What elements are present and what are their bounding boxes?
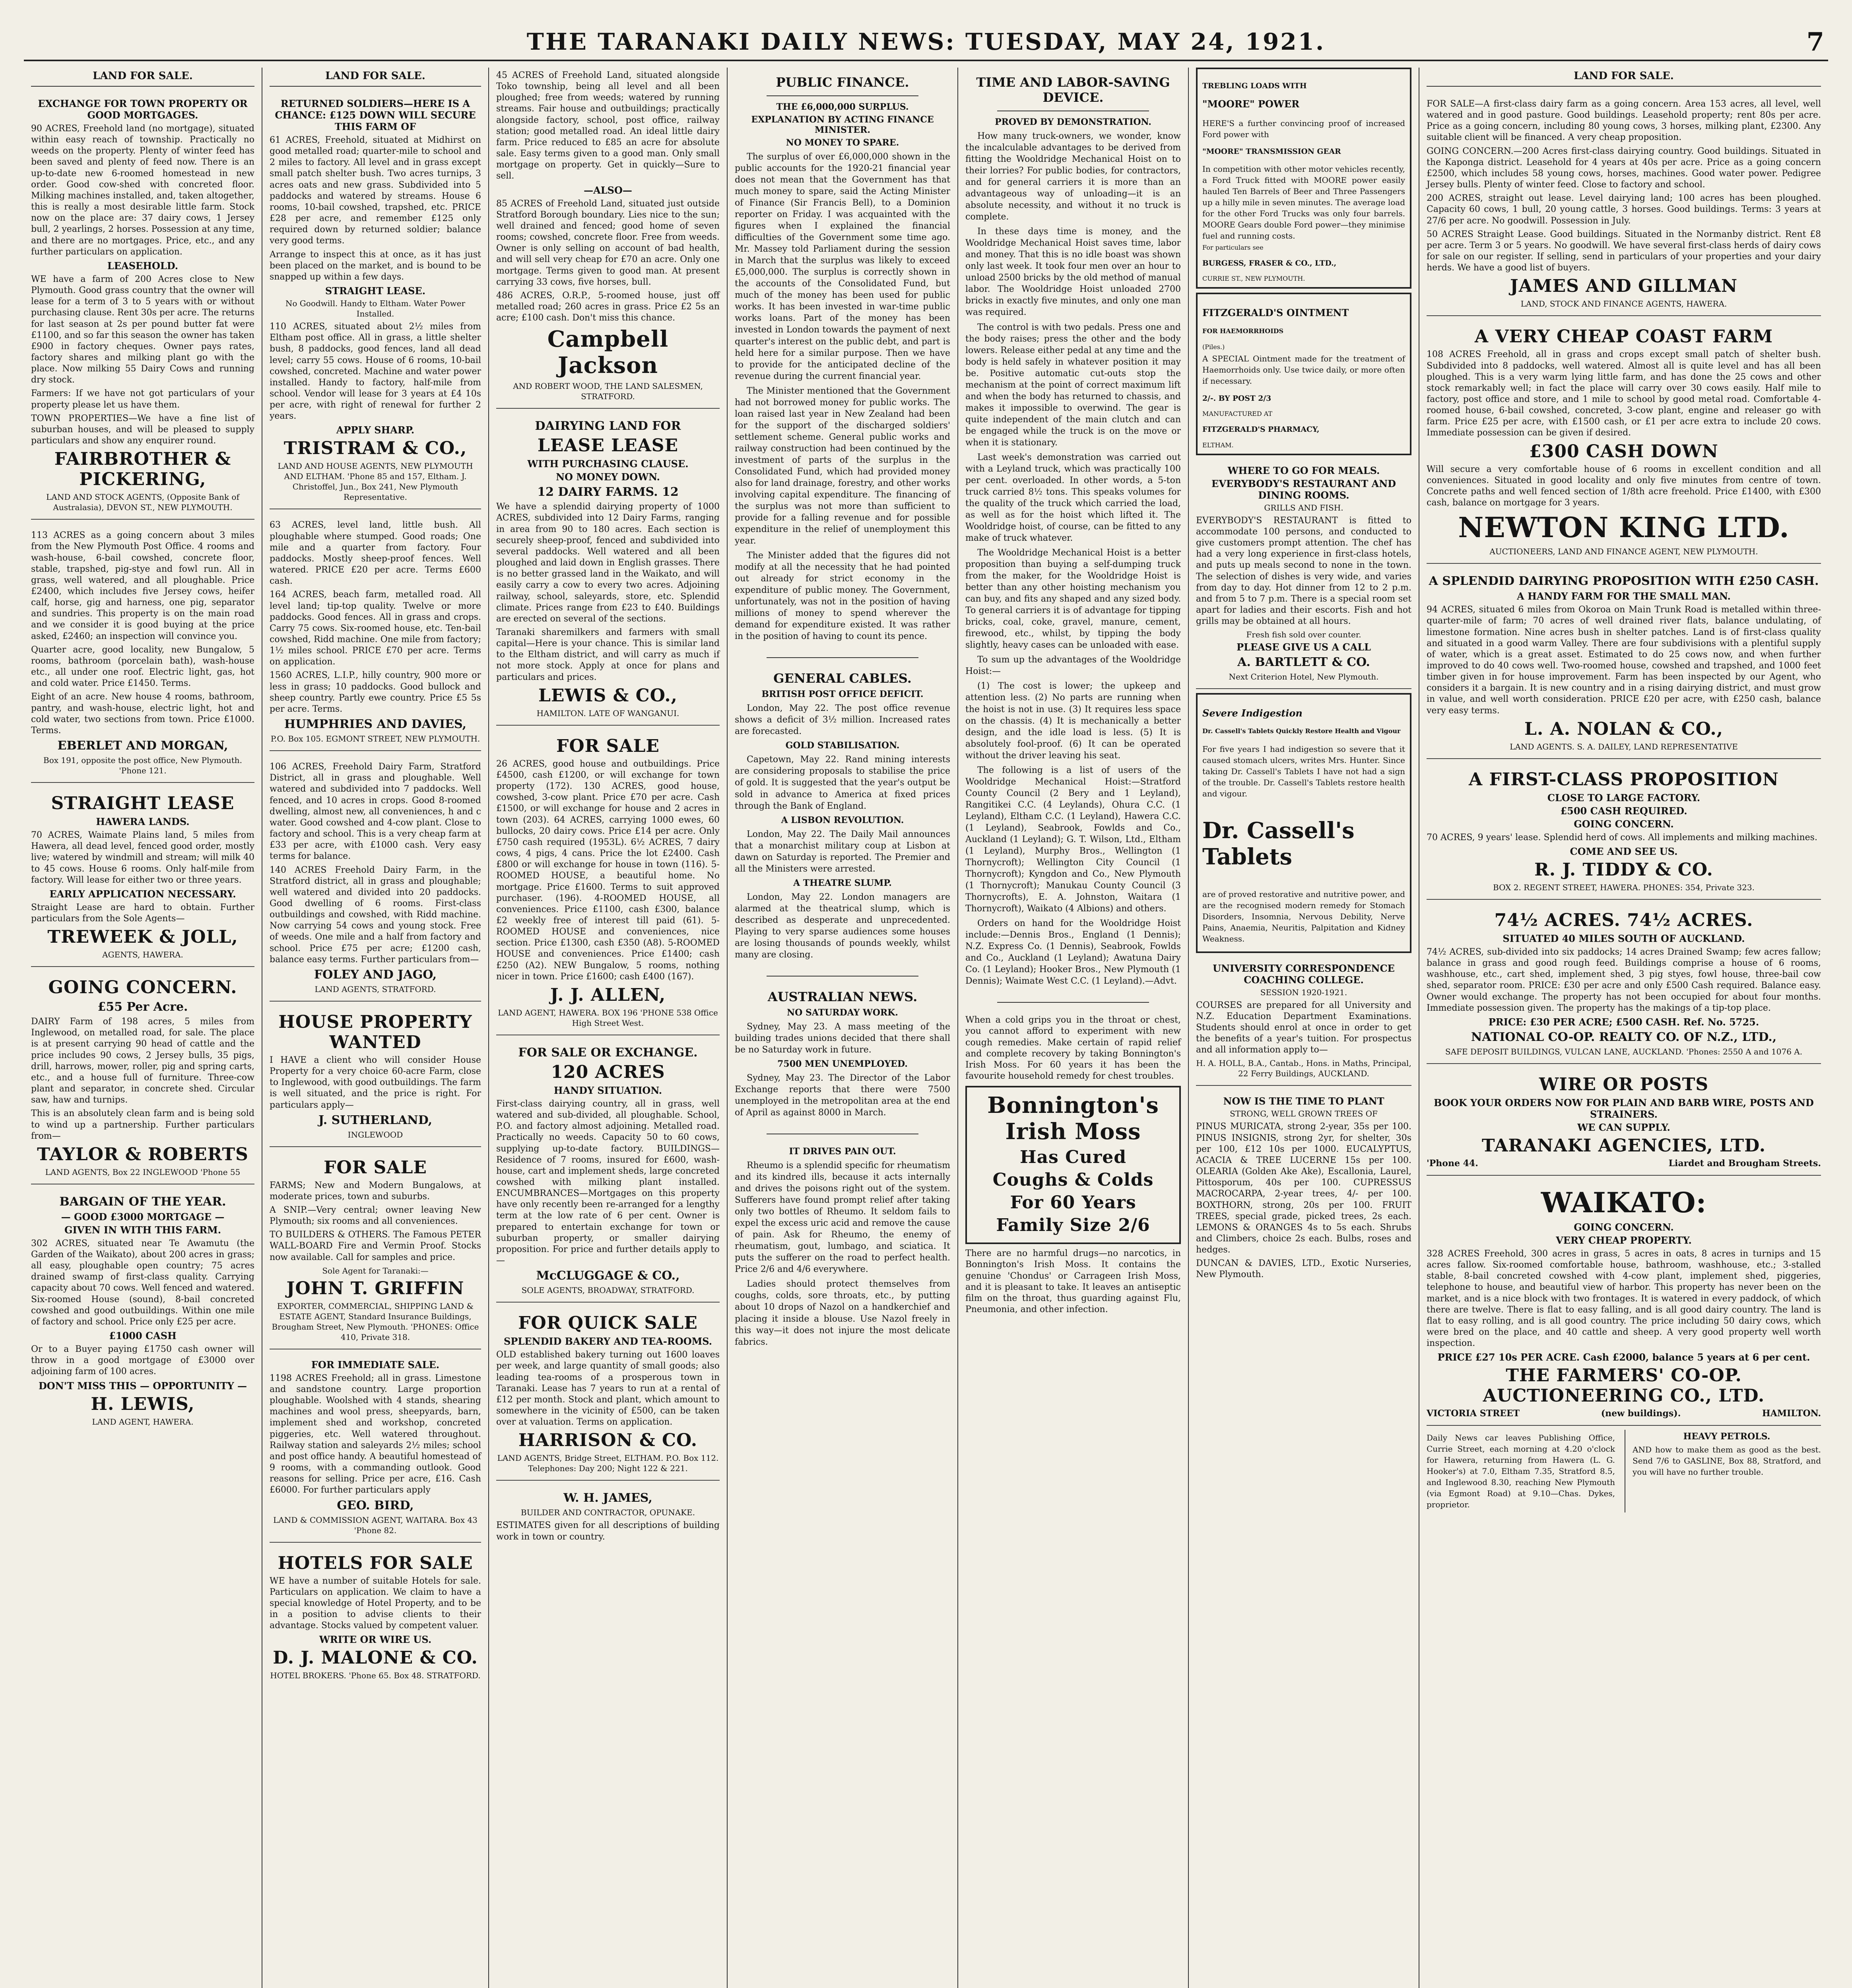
column-7 [1419, 68, 1828, 1988]
ad-title: FOR SALE OR EXCHANGE. [518, 1045, 698, 1060]
agent-phone: 'Phone 44. [1427, 1158, 1478, 1169]
article-paragraph: (1) The cost is lower; the upkeep and attention less. (2) No parts are running when the hoist is not in use. (3) It requires less space on the chassis. (4) It is mechanically a better design, and the idle load is less. (5) It is absolutely fool-proof. (6) It can be operated without the driver leaving his seat. [965, 681, 1181, 761]
ad-tiddy [1427, 763, 1821, 900]
ad-text: TOWN PROPERTIES—We have a fine list of suburban houses, and will be pleased to supply particulars and show any enquirer round. [31, 413, 254, 446]
ad-113-acres [31, 524, 254, 783]
agent-building: (new buildings). [1601, 1408, 1681, 1419]
agent-town: HAMILTON. [1762, 1408, 1821, 1419]
ad-text: DUNCAN & DAVIES, LTD., Exotic Nurseries, New Plymouth. [1196, 1258, 1411, 1280]
article-paragraph: London, May 22. London managers are alarmed at the theatrical slump, which is described as desperate and unprecedented. Playing to very sparse audiences some houses are losing thousands of pounds weekly, whilst many are closing. [735, 892, 950, 960]
ad-text: 140 ACRES Freehold Dairy Farm, in the Stratford district, all in grass and ploughable; well watered and divided into 20 paddocks. Good dwelling of 6 rooms. First-class outbuildings and cowshed, with Ridd machine. Now carrying 54 cows and young stock. Free of weeds. One mile and a half from factory and school. Price £75 per acre; £1200 cash, balance easy terms. Further particulars from— [270, 865, 481, 965]
ad-note: Sole Agent for Taranaki:— [322, 1266, 429, 1276]
agent-address: CURRIE ST., NEW PLYMOUTH. [1202, 275, 1305, 283]
article-title: TIME AND LABOR-SAVING DEVICE. [976, 75, 1170, 105]
article-paragraph: Sydney, May 23. The Director of the Labor Exchange reports that there were 7500 unemployed in the metropolitan area at the end of April as against 8000 in March. [735, 1073, 950, 1118]
ad-line: For 60 Years [1010, 1192, 1136, 1213]
brand-name: Bonnington's [987, 1092, 1159, 1119]
ad-text: 106 ACRES, Freehold Dairy Farm, Stratford District, all in grass and ploughable. Well watered and subdivided into 7 paddocks. Well fenced, and 10 acres in crops. Good 8-roomed dwelling, almost new, all conveniences, h and c water. Good cowshed and 4-cow plant. Close to factory and school. This is a very cheap farm at £33 per acre, with £1000 cash. Very easy terms for balance. [270, 762, 481, 862]
agent-address: LAND AND STOCK AGENTS, (Opposite Bank of Australasia), DEVON ST., NEW PLYMOUTH. [46, 492, 239, 513]
ad-title: STRAIGHT LEASE [51, 793, 235, 814]
ad-text: COURSES are prepared for all University and N.Z. Education Department Examinations. Students should enrol at once in order to get the benefits of a year's tuition. For prospectus and all information apply to— [1196, 1000, 1411, 1055]
ad-subtitle: STRONG, WELL GROWN TREES OF [1230, 1109, 1378, 1119]
ad-subtitle: HAWERA LANDS. [96, 816, 190, 828]
ad-house-property [270, 1006, 481, 1147]
ad-text: There are no harmful drugs—no narcotics, in Bonnington's Irish Moss. It contains the genuine 'Chondus' or Carrageen Irish Moss, and it is pleasant to take. It leaves an antiseptic film on the throat, thus guarding against Flu, Pneumonia, and other infection. [965, 1248, 1181, 1314]
ad-title: FOR IMMEDIATE SALE. [311, 1359, 440, 1371]
ad-title: A SPLENDID DAIRYING PROPOSITION WITH £250 CASH. [1429, 574, 1819, 588]
article-subhead: 7500 MEN UNEMPLOYED. [777, 1058, 908, 1069]
column-header: LAND FOR SALE. [31, 68, 254, 87]
column-header: LAND FOR SALE. [1427, 68, 1821, 87]
ad-text: Will secure a very comfortable house of 6 rooms in excellent condition and all conveniences. Situated in good locality and only five minutes from centre of town. Concrete paths and well fenced section of 1/8th acre freehold. Price £1400, with £300 cash, balance on mortgage for 3 years. [1427, 464, 1821, 508]
ad-college [1196, 957, 1411, 1086]
ad-text: Taranaki sharemilkers and farmers with small capital—Here is your chance. This is similar land to the Eltham district, and will carry as much if not more stock. Apply at once for plans and particulars and prices. [496, 627, 720, 682]
ad-nolan [1427, 568, 1821, 759]
article-paragraph: The Minister mentioned that the Government had not borrowed money for public works. The loan raised last year in New Zealand had been for the support of the discharged soldiers' settlement scheme. General public works and railway construction had been continued by the investment of parts of the surplus in the Consolidated Fund, which had provided money also for land drainage, forestry, and other works involving capital expenditure. The financing of the surplus was not more than sufficient to provide for a falling revenue and for possible expenditure in the relief of unemployment this year. [735, 386, 950, 546]
agent-name: McCLUGGAGE & CO., [536, 1269, 680, 1283]
ad-title: FITZGERALD'S OINTMENT [1202, 307, 1349, 319]
article-subhead: GOLD STABILISATION. [785, 740, 900, 751]
ad-title: WHERE TO GO FOR MEALS. [1227, 464, 1380, 476]
ad-74-acres [1427, 904, 1821, 1064]
ad-cassell [1196, 693, 1411, 953]
column-4 [728, 68, 958, 1988]
ad-subtitle: No Goodwill. Handy to Eltham. Water Power Installed. [285, 299, 466, 319]
ad-title: WAIKATO: [1541, 1186, 1707, 1219]
agent-address: LAND AGENT, HAWERA. [92, 1417, 194, 1427]
agent-address: HAMILTON. LATE OF WANGANUI. [536, 708, 679, 718]
agent-address: Liardet and Brougham Streets. [1668, 1158, 1821, 1169]
ad-note: For particulars see [1202, 243, 1264, 251]
agent-address: Box 191, opposite the post office, New Plymouth. 'Phone 121. [43, 755, 242, 776]
article-paragraph: Last week's demonstration was carried out with a Leyland truck, which was practically 100 per cent. overloaded. In other words, a 5-ton truck carried 8½ tons. This speaks volumes for the quality of the truck which carried the load, as well as for the hoist which lifted it. The Wooldridge hoist, of course, can be fitted to any make of truck whatever. [965, 452, 1181, 544]
ad-subtitle: DON'T MISS THIS — OPPORTUNITY — [38, 1380, 247, 1392]
ad-text: TO BUILDERS & OTHERS. The Famous PETER WALL-BOARD Fire and Vermin Proof. Stocks now available. Call for samples and price. [270, 1230, 481, 1262]
ad-text: 486 ACRES, O.R.P., 5-roomed house, just off metalled road; 260 acres in grass. Price £2 5s an acre; £100 cash. Don't miss this chance. [496, 290, 720, 323]
ad-builder [496, 1485, 720, 1551]
ad-subtitle: FOR HAEMORRHOIDS [1202, 327, 1284, 335]
ad-title: TREBLING LOADS WITH [1202, 81, 1307, 90]
agent-address: LAND AND HOUSE AGENTS, NEW PLYMOUTH AND ELTHAM. 'Phone 85 and 157, Eltham. J. Christoffel, Jun., Box 241, New Plymouth Representative. [278, 461, 473, 502]
ad-text: ESTIMATES given for all descriptions of building work in town or country. [496, 1520, 720, 1542]
ad-price: PRICE: £30 PER ACRE; £500 CASH. Ref. No. 5725. [1488, 1016, 1759, 1028]
ad-title: A VERY CHEAP COAST FARM [1474, 326, 1773, 347]
ad-title: UNIVERSITY CORRESPONDENCE COACHING COLLEGE. [1213, 962, 1395, 986]
ad-subtitle: 12 DAIRY FARMS. 12 [537, 485, 679, 499]
agent-address: EXPORTER, COMMERCIAL, SHIPPING LAND & ESTATE AGENT, Standard Insurance Buildings, Brougham Street, New Plymouth. 'PHONES: Office 410, Private 318. [272, 1301, 479, 1342]
ad-text: 50 ACRES Straight Lease. Good buildings. Situated in the Normanby district. Rent £8 per acre. Term 3 or 5 years. No goodwill. We have several first-class herds of dairy cows for sale on our register. If selling, send in particulars of your properties and your dairy herds. We have a good list of buyers. [1427, 229, 1821, 273]
ad-for-sale-allen [496, 730, 720, 1035]
agent-name: THE FARMERS' CO-OP. AUCTIONEERING CO., LTD. [1483, 1365, 1765, 1406]
ad-subtitle: SITUATED 40 MILES SOUTH OF AUCKLAND. [1503, 932, 1745, 944]
agent-address: LAND AGENTS, Box 22 INGLEWOOD 'Phone 55 [45, 1167, 241, 1177]
ad-text: DAIRY Farm of 198 acres, 5 miles from Inglewood, on metalled road, for sale. The place is at present carrying 90 head of cattle and the price includes 90 cows, 2 Jersey bulls, 35 pigs, drill, harrows, mower, roller, pig and spring carts, etc., and a house full of furniture. Three-cow plant and separator, in concrete shed. Circular saw, haw and turnips. [31, 1017, 254, 1105]
ad-coast-farm [1427, 320, 1821, 564]
column-6 [1189, 68, 1419, 1988]
bottom-notices [1427, 1430, 1821, 1512]
agent-name: J. SUTHERLAND, [318, 1113, 433, 1127]
ad-immediate-sale [270, 1353, 481, 1543]
agent-contact [1427, 1158, 1821, 1169]
ad-note: Fresh fish sold over counter. [1246, 630, 1361, 640]
irish-moss-box [965, 1086, 1181, 1244]
ad-text: OLD established bakery turning out 1600 loaves per week, and large quantity of small goods; also leading tea-rooms of a prosperous town in Taranaki. Lease has 7 years to run at a rental of £12 per month. Stock and plant, which amount to somewhere in the vicinity of £500, can be taken over at valuation. Terms on application. [496, 1350, 720, 1427]
ad-text: 108 ACRES Freehold, all in grass and crops except small patch of shelter bush. Subdivided into 8 paddocks, well watered. Almost all is quite level and has all been ploughed. This is a very warm lying little farm, and has done the 25 cows and other stock remarkably well; in fact the place will carry over 30 cows easily. Half mile to factory, post office and store, and 1 mile to school by good metal road. Comfortable 4-roomed house, 6-bail cowshed, concreted, 3-cow plant, engine and releaser go with farm. Price £25 per acre, with £1500 cash, or £1 per acre extra to include 20 cows. Immediate possession can be given if desired. [1427, 349, 1821, 438]
ad-hotels [270, 1547, 481, 1687]
article-subhead: A THEATRE SLUMP. [793, 878, 892, 888]
ad-text: Eight of an acre. New house 4 rooms, bathroom, pantry, and wash-house, electric light, hot and cold water, two sections from town. Price £1000. Terms. [31, 692, 254, 736]
ad-line: Coughs & Colds [992, 1170, 1154, 1190]
divider [767, 976, 918, 977]
ad-title: DAIRYING LAND FOR [535, 419, 681, 433]
ad-text: 200 ACRES, straight out lease. Level dairying land; 100 acres has been ploughed. Capacity 60 cows, 1 bull, 20 young cattle, 3 horses. Good buildings. Terms: 3 years at 27/6 per acre. No goodwill. Possession in July. [1427, 193, 1821, 226]
ad-text: 1560 ACRES, L.I.P., hilly country, 900 more or less in grass; 10 paddocks. Good bullock and sheep country. Partly ewe country. Price £5 5s per acre. Terms. [270, 670, 481, 714]
ad-waikato [1427, 1180, 1821, 1426]
agent-name: LEWIS & CO., [538, 685, 678, 706]
ad-quick-sale [496, 1307, 720, 1481]
agent-name: HUMPHRIES AND DAVIES, [284, 717, 467, 732]
agent-name: HARRISON & CO. [518, 1430, 698, 1451]
article-paragraph: In these days time is money, and the Wooldridge Mechanical Hoist saves time, labor and money. That this is no idle boast was shown only last week. It took four men over an hour to unload 2500 bricks by the old method of manual labor. The Wooldridge Hoist unloaded 2700 bricks in exactly five minutes, and only one man was required. [965, 227, 1181, 318]
agent-name: FAIRBROTHER & PICKERING, [54, 449, 231, 490]
ad-text: PINUS MURICATA, strong 2-year, 35s per 100. PINUS INSIGNIS, strong 2yr, for shelter, 30s per 100, £12 10s per 1000. EUCALYPTUS, ACACIA & TREE LUCERNE 15s per 100. OLEARIA (Golden Ake Ake), Escallonia, Laurel, Pittosporum, 40s per 100. CUPRESSUS MACROCARPA, 2-year trees, 4/- per 100. BOXTHORN, strong, 20s per 100. FRUIT TREES, special grade, picked trees, 2s each. LEMONS & ORANGES 4s to 5s each. Shrubs and Climbers, choice 2s each. Bulbs, roses and hedges. [1196, 1122, 1411, 1255]
ad-text: When a cold grips you in the throat or chest, you cannot afford to experiment with new cough remedies. Make certain of rapid relief and complete recovery by taking Bonnington's Irish Moss. For 60 years it has been the favourite household remedy for chest troubles. [965, 1015, 1181, 1081]
ad-title: Severe Indigestion [1202, 707, 1303, 719]
ad-title: 74½ ACRES. 74½ ACRES. [1494, 910, 1753, 930]
agent-address: AND ROBERT WOOD, THE LAND SALESMEN, STRATFORD. [513, 381, 703, 402]
article-paragraph: The Minister added that the figures did not modify at all the necessity that he had pointed out already for strict economy in the expenditure of public money. The Government, unfortunately, was not in the position of having millions of money to spend wherever the demand for expenditure existed. It was rather in the position of having to count its pence. [735, 551, 950, 642]
agent-contact [1427, 1408, 1821, 1419]
ad-wire-posts [1427, 1068, 1821, 1176]
ad-subtitle: STRAIGHT LEASE. [325, 285, 426, 297]
article-paragraph: To sum up the advantages of the Wooldridge Hoist:— [965, 655, 1181, 677]
ad-subtitle: GOING CONCERN. [1574, 1221, 1674, 1233]
ad-text: EVERYBODY'S RESTAURANT is fitted to accommodate 100 persons, and conducted to give customers prompt attention. The chef has had a very long experience in first-class hotels, and puts up meals second to none in the town. The selection of dishes is very wide, and varies from day to day. Hot dinner from 12 to 2 p.m. and from 5 to 7 p.m. There is a special room set apart for ladies and their escorts. Fish and hot grills may be obtained at all hours. [1196, 515, 1411, 627]
column-3 [489, 68, 728, 1988]
article-paragraph: Sydney, May 23. A mass meeting of the building trades unions decided that there shall be no Saturday work in future. [735, 1021, 950, 1055]
ad-subtitle: £500 CASH REQUIRED. [1560, 805, 1687, 817]
ad-text: WE have a number of suitable Hotels for sale. Particulars on application. We claim to have a special knowledge of Hotel Property, and to be in a position to advise clients to their advantage. Stocks valued by competent valuer. [270, 1576, 481, 1631]
ad-text: Arrange to inspect this at once, as it has just been placed on the market, and is bound to be snapped up within a few days. [270, 249, 481, 282]
ad-title: A FIRST-CLASS PROPOSITION [1469, 769, 1779, 790]
ad-text: HERE'S a further convincing proof of increased Ford power with [1202, 118, 1405, 139]
agent-name: TAYLOR & ROBERTS [37, 1144, 248, 1165]
ad-text: I HAVE a client who will consider House Property for a very choice 60-acre Farm, close to Inglewood, with good outbuildings. The farm is well situated, and the price is right. For particulars apply— [270, 1055, 481, 1110]
article-subhead: THE £6,000,000 SURPLUS. [776, 102, 909, 112]
ad-irish-moss [965, 1008, 1181, 1324]
agent-address: LAND AGENTS, Bridge Street, ELTHAM. P.O. Box 112. Telephones: Day 200; Night 122 & 221. [497, 1453, 719, 1474]
ad-exchange [31, 92, 254, 520]
columns [24, 68, 1828, 1988]
ad-text: 113 ACRES as a going concern about 3 miles from the New Plymouth Post Office. 4 rooms and wash-house, 6-bail cowshed, concrete floor, stable, trapshed, pig-stye and fowl run. All in grass, well watered, and all ploughable. Price £2400, which includes five Jersey cows, heifer calf, horse, gig and harness, one pig, separator and sundries. This property is on the main road and we consider it is good buying at the price asked, £2460; an inspection will convince you. [31, 530, 254, 641]
article-title: AUSTRALIAN NEWS. [767, 989, 918, 1004]
article-paragraph: Ladies should protect themselves from coughs, colds, sore throats, etc., by putting about 10 drops of Nazol on a handkerchief and placing it inside a blouse. Use Nazol freely in this way—it does not injure the most delicate fabrics. [735, 1279, 950, 1347]
ad-subtitle: "MOORE" TRANSMISSION GEAR [1202, 147, 1341, 156]
article-title: PUBLIC FINANCE. [776, 75, 909, 90]
ad-subtitle: £1000 CASH [109, 1330, 177, 1342]
ad-text: A SPECIAL Ointment made for the treatment of Haemorrhoids only. Use twice daily, or more often if necessary. [1202, 353, 1405, 386]
ad-line: Has Cured [1019, 1147, 1127, 1168]
ad-subtitle: Dr. Cassell's Tablets Quickly Restore Health and Vigour [1202, 727, 1401, 735]
article-subhead: BRITISH POST OFFICE DEFICIT. [761, 689, 924, 700]
article-paragraph: London, May 22. The Daily Mail announces that a monarchist military coup at Lisbon at dawn on Saturday is reported. The Premier and all the Ministers were arrested. [735, 829, 950, 874]
ad-text: Or to a Buyer paying £1750 cash owner will throw in a good mortgage of £3000 over adjoining farm of 100 acres. [31, 1344, 254, 1377]
ad-james-gillman [1427, 92, 1821, 316]
divider [997, 1002, 1149, 1003]
ad-text: 70 ACRES, 9 years' lease. Splendid herd of cows. All implements and milking machines. [1427, 832, 1817, 843]
ad-price: PRICE £27 10s PER ACRE. Cash £2000, balance 5 years at 6 per cent. [1437, 1351, 1810, 1363]
ad-trees [1196, 1090, 1411, 1289]
ad-title: RETURNED SOLDIERS—HERE IS A CHANCE: £125 DOWN WILL SECURE THIS FARM OF [275, 98, 476, 132]
column-header: LAND FOR SALE. [270, 68, 481, 87]
ad-subtitle: A HANDY FARM FOR THE SMALL MAN. [1517, 590, 1731, 602]
ad-subtitle: (Piles.) [1202, 343, 1225, 351]
article-title: GENERAL CABLES. [773, 671, 912, 686]
ad-text: WE have a farm of 200 Acres close to New Plymouth. Good grass country that the owner will lease for a term of 3 to 5 years with or without purchasing clause. Rent 30s per acre. The returns for last season at 2s per pound butter fat were £1100, and so far this season the owner has taken £900 in factory cheques. Owner pays rates, factory shares and milking plant go with the place. Now milking 55 Dairy Cows and running dry stock. [31, 274, 254, 385]
page-number: 7 [1806, 27, 1824, 57]
agent-address: AGENTS, HAWERA. [102, 950, 183, 960]
ad-subtitle: GOING CONCERN. [1574, 818, 1674, 830]
column-1 [24, 68, 262, 1988]
ad-price: 2/-. BY POST 2/3 [1202, 394, 1272, 403]
agent-name: TARANAKI AGENCIES, LTD. [1481, 1135, 1766, 1156]
ad-subtitle: BOOK YOUR ORDERS NOW FOR PLAIN AND BARB WIRE, POSTS AND STRAINERS. [1434, 1097, 1814, 1120]
ad-fitzgerald [1196, 293, 1411, 455]
ad-subtitle: EARLY APPLICATION NECESSARY. [49, 888, 236, 900]
notice-text: AND how to make them as good as the best. Send 7/6 to GASLINE, Box 88, Stratford, and you will have no further trouble. [1633, 1445, 1821, 1477]
ad-restaurant [1196, 459, 1411, 689]
agent-name: R. J. TIDDY & CO. [1534, 859, 1713, 880]
ad-straight-lease [31, 787, 254, 967]
agent-name: NATIONAL CO-OP. REALTY CO. OF N.Z., LTD., [1471, 1030, 1777, 1044]
ad-moore-power [1196, 68, 1411, 289]
agent-name: GEO. BIRD, [337, 1498, 414, 1512]
ad-title: GOING CONCERN. [48, 977, 237, 998]
divider [767, 657, 918, 658]
ad-subtitle: WRITE OR WIRE US. [319, 1634, 432, 1646]
ad-subtitle: NO MONEY DOWN. [556, 471, 660, 483]
ad-subtitle: LEASEHOLD. [107, 260, 179, 272]
ad-going-concern [31, 971, 254, 1184]
article-subhead: PROVED BY DEMONSTRATION. [995, 117, 1151, 127]
ad-dairying-lease [496, 413, 720, 726]
ad-subtitle: GIVEN IN WITH THIS FARM. [64, 1224, 221, 1236]
ad-63-acres [270, 513, 481, 751]
agent-address: AUCTIONEERS, LAND AND FINANCE AGENT, NEW PLYMOUTH. [1489, 547, 1758, 557]
ad-106-acres [270, 755, 481, 1002]
ad-bargain [31, 1188, 254, 1433]
ad-subtitle: PLEASE GIVE US A CALL [1237, 641, 1371, 653]
agent-address: BUILDER AND CONTRACTOR, OPUNAKE. [520, 1508, 695, 1518]
ad-title: "MOORE" POWER [1202, 98, 1300, 110]
agent-address: SOLE AGENTS, BROADWAY, STRATFORD. [521, 1285, 695, 1295]
ad-title: 120 ACRES [551, 1062, 665, 1082]
agent-name: A. BARTLETT & CO. [1237, 655, 1370, 670]
agent-address: INGLEWOOD [347, 1130, 403, 1140]
article-paragraph: The Wooldridge Mechanical Hoist is a better proposition than buying a self-dumping truck from the maker, for the Wooldridge Hoist is better than any other hoisting mechanism you can buy, and fits any shaped and any sized body. To general carriers it is of advantage for tipping bricks, coal, coke, gravel, manure, cement, firewood, etc., whilst, by tipping the body slightly, heavy cases can be unloaded with ease. [965, 548, 1181, 650]
ad-subtitle: SPLENDID BAKERY AND TEA-ROOMS. [503, 1336, 712, 1347]
agent-name: JOHN T. GRIFFIN [286, 1278, 464, 1299]
agent-name: W. H. JAMES, [563, 1491, 652, 1505]
agent-name: TREWEEK & JOLL, [47, 927, 238, 947]
article-labor-saving [965, 68, 1181, 996]
agent-address: P.O. Box 105. EGMONT STREET, NEW PLYMOUTH. [270, 734, 480, 744]
agent-address: Next Criterion Hotel, New Plymouth. [1229, 672, 1379, 682]
notice-heavy-petrols [1625, 1430, 1821, 1512]
ad-line: Family Size 2/6 [996, 1215, 1150, 1236]
ad-text: Straight Lease are hard to obtain. Further particulars from the Sole Agents— [31, 902, 254, 924]
article-paragraph: The control is with two pedals. Press one and the body raises; press the other and the body lowers. Release either pedal at any time and the body is held safely in whatever position it may be. Positive automatic cut-outs stop the mechanism at the point of correct maximum lift and when the body has returned to chassis, and makes it impossible to overwind. The gear is quite independent of the main clutch and can be engaged while the truck is on the move or when it is stationary. [965, 322, 1181, 448]
agent-name: J. J. ALLEN, [550, 984, 666, 1005]
ad-price: £55 Per Acre. [97, 1000, 188, 1014]
ad-text: 328 ACRES Freehold, 300 acres in grass, 5 acres in oats, 8 acres in turnips and 15 acres fallow. Six-roomed comfortable house, bathroom, washhouse, etc.; 3-stalled stable, 8-bail concreted cowshed with 4-cow plant, implement shed, piggeries, telephone to house, and beautiful view of harbor. This property has never been on the market, and is a nice block with two frontages. It is watered in every paddock, of which there are twelve. There is flat to easy falling, and is all good dairy country. The land is flat to easy rolling, and is all good country. The price including 50 dairy cows, which were bred on the place, and 40 cattle and sheep. A very good property well worth inspection. [1427, 1248, 1821, 1349]
article-paragraph: The following is a list of users of the Wooldridge Mechanical Hoist:—Stratford County Council (2 Bery and 1 Leyland), Rangitikei C.C. (4 Leylands), Ohura C.C. (1 Leyland), Eltham C.C. (1 Leyland), Hawera C.C. (1 Leyland), Seabrook, Fowlds and Co., Auckland (1 Leyland); G. T. Wilson, Ltd., Eltham (1 Leyland), Murphy Bros., Wellington (1 Thornycroft); Wellington City Council (1 Thornycroft); Kyngdon and Co., New Plymouth (1 Thornycroft); Manukau County Council (3 Thornycrofts), E. A. Johnston, Waitara (1 Thornycroft), Waikato (4 Albions) and others. [965, 765, 1181, 914]
ad-title: LEASE LEASE [537, 435, 679, 456]
ad-text: FOR SALE—A first-class dairy farm as a going concern. Area 153 acres, all level, well watered and in good pasture. Good buildings. Leasehold property; rent 80s per acre. Price as a going concern, including 80 young cows, 3 horses, milking plant, £2300. Any suitable client will be financed. A very cheap proposition. [1427, 99, 1821, 143]
ad-subtitle: APPLY SHARP. [336, 424, 415, 436]
article-general-cables [735, 664, 950, 970]
brand-name: Dr. Cassell's Tablets [1202, 817, 1355, 870]
article-subhead: NO SATURDAY WORK. [787, 1007, 898, 1018]
ad-note: MANUFACTURED AT [1202, 410, 1273, 418]
agent-name: JAMES AND GILLMAN [1510, 276, 1738, 297]
ad-title: FOR SALE [324, 1157, 427, 1178]
ad-text: 110 ACRES, situated about 2½ miles from Eltham post office. All in grass, a little shelter bush, 8 paddocks, good fences, land all dead level; carry 55 cows. House of 6 rooms, 10-bail cowshed, concreted. Machine and water power installed. Handy to factory, half-mile from school. Vendor will lease for 3 years at £4 10s per acre, with right of renewal for further 2 years. [270, 322, 481, 421]
agent-name: EBERLET AND MORGAN, [57, 739, 228, 753]
column-5 [958, 68, 1189, 1988]
article-australian-news [735, 982, 950, 1128]
ad-text: First-class dairying country, all in grass, well watered and sub-divided, all ploughable. School, P.O. and factory almost adjoining. Metalled road. Practically no weeds. Capacity 50 to 60 cows, supplying up-to-date factory. BUILDINGS—Residence of 7 rooms, insured for £600, wash-house, cart and implement sheds, large concreted cowshed with milking plant installed. ENCUMBRANCES—Mortgages on this property have only recently been re-arranged for a lengthy term at the low rate of 6 per cent. Owner is prepared to entertain exchange for town or suburban property, or smaller dairying proposition. For price and further details apply to— [496, 1099, 720, 1266]
ad-text: Farmers: If we have not got particulars of your property please let us have them. [31, 388, 254, 410]
ad-text: A SNIP.—Very central; owner leaving New Plymouth; six rooms and all conveniences. [270, 1205, 481, 1227]
article-paragraph: Orders on hand for the Wooldridge Hoist include:—Dennis Bros., England (1 Dennis); N.Z. Express Co. (1 Dennis), Seabrook, Fowlds and Co., Auckland (1 Leyland); Awatuna Dairy Co. (1 Leyland); Hooker Bros., New Plymouth (1 Dennis); Waimate West C.C. (1 Leyland).—Advt. [965, 918, 1181, 986]
ad-subtitle: VERY CHEAP PROPERTY. [1556, 1234, 1692, 1246]
agent-name: FOLEY AND JAGO, [314, 967, 437, 982]
ad-title: EXCHANGE FOR TOWN PROPERTY OR GOOD MORTGAGES. [38, 98, 248, 121]
ad-title: HOTELS FOR SALE [278, 1553, 473, 1573]
brand-name: Irish Moss [1005, 1118, 1141, 1145]
article-paragraph: The surplus of over £6,000,000 shown in the public accounts for the 1920-21 financial year does not mean that the Government has that much money to spare, said the Acting Minister of Finance (Sir Francis Bell), to a Dominion reporter on Friday. I was acquainted with the figures when I explained the financial difficulties of the Government some time ago. Mr. Massey told Parliament during the session in March that the surplus was likely to exceed £5,000,000. The surplus is correctly shown in the accounts of the Consolidated Fund, but much of the money has been used for public works. It has been invested in war-time public works loans. Part of the money has been invested in London towards the payment of next quarter's interest on the public debt, and part is held here for a similar purpose. Then we have to provide for the anticipated decline of the revenue during the current financial year. [735, 152, 950, 381]
ad-title: EVERYBODY'S RESTAURANT AND DINING ROOMS. [1211, 478, 1396, 501]
ad-text: Quarter acre, good locality, new Bungalow, 5 rooms, bathroom (porcelain bath), wash-house etc., all under one roof. Electric light, gas, hot and cold water. Price £1450. Terms. [31, 645, 254, 689]
ad-subtitle: HANDY SITUATION. [553, 1084, 662, 1096]
article-paragraph: London, May 22. The post office revenue shows a deficit of 3½ million. Increased rates are forecasted. [735, 703, 950, 737]
agent-address: HOTEL BROKERS. 'Phone 65. Box 48. STRATFORD. [270, 1671, 481, 1681]
ad-returned-soldiers [270, 92, 481, 509]
agent-address: H. A. HOLL, B.A., Cantab., Hons. in Maths, Principal, 22 Ferry Buildings, AUCKLAND. [1196, 1058, 1411, 1079]
ad-text: GOING CONCERN.—200 Acres first-class dairying country. Good buildings. Situated in the Kaponga district. Leasehold for 4 years at 40s per acre. Price as a going concern £2500, which includes 58 young cows, horses, machines. Good water power. Pedigree Jersey bulls. Plenty of winter feed. Close to factory and school. [1427, 146, 1821, 190]
ad-text: 45 ACRES of Freehold Land, situated alongside Toko township, being all level and all been ploughed; free from weeds; watered by running streams. Fair house and outbuildings; practically alongside factory, school, post office, railway station; good metalled road. An ideal little dairy farm. Price reduced to £85 an acre for absolute sale. Easy terms given to a good man. Only small mortgage on property. Get in quickly—Sure to sell. [496, 70, 720, 181]
ad-subtitle: —ALSO— [584, 184, 632, 196]
article-subhead: IT DRIVES PAIN OUT. [789, 1146, 896, 1157]
ad-subtitle: WITH PURCHASING CLAUSE. [527, 458, 689, 470]
article-paragraph: Capetown, May 22. Rand mining interests are considering proposals to stabilise the price of gold. It is suggested that the year's output be sold in advance to America at fixed prices through the Bank of England. [735, 755, 950, 811]
ad-sale-exchange [496, 1039, 720, 1303]
agent-address: LAND, STOCK AND FINANCE AGENTS, HAWERA. [1520, 299, 1727, 309]
ad-title: NOW IS THE TIME TO PLANT [1223, 1095, 1384, 1107]
article-paragraph: How many truck-owners, we wonder, know the incalculable advantages to be derived from fitting the Wooldridge Mechanical Hoist on to their lorries? For public bodies, for contractors, and for general carriers it is more than an advantageous way of unloading—it is an absolute necessity, and without it no truck is complete. [965, 131, 1181, 222]
agent-name: FITZGERALD'S PHARMACY, [1202, 425, 1320, 434]
article-rheumo [735, 1140, 950, 1357]
agent-address: BOX 2. REGENT STREET, HAWERA. PHONES: 354, Private 323. [1493, 882, 1755, 892]
agent-name: NEWTON KING LTD. [1458, 511, 1790, 544]
ad-text: In competition with other motor vehicles recently, a Ford Truck fitted with MOORE power easily hauled Ten Barrels of Beer and Three Passengers up a hilly mile in seven minutes. The average load for the other Ford Trucks was only four barrels. MOORE Gears double Ford power—they minimise fuel and running costs. [1202, 164, 1405, 241]
ad-text: 26 ACRES, good house and outbuildings. Price £4500, cash £1200, or will exchange for town property (172). 130 ACRES, good house, cowshed, 3-cow plant. Price £70 per acre. Cash £1500, or will exchange for house and 2 acres in town (203). 64 ACRES, carrying 1000 ewes, 60 bullocks, 20 dairy cows. Price £14 per acre. Only £750 cash required (1953L). 6½ ACRES, 7 dairy cows, 4 pigs, 4 cans. Price the lot £2400. Cash £800 or will exchange for house in town (116). 5-ROOMED HOUSE, a beautiful home. No mortgage. Price £1600. Terms to suit approved purchaser. (196). 4-ROOMED HOUSE, all conveniences. Price £1100, cash £300, balance £2 weekly free of interest till paid (61). 5-ROOMED HOUSE and conveniences, nice section. Price £1300, cash £350 (A8). 5-ROOMED HOUSE and conveniences. Price £1400; cash £250 (A2). NEW Bungalow, 5 rooms, nothing nicer in town. Price £1600; cash £400 (167). [496, 759, 720, 982]
ad-subtitle: SESSION 1920-1921. [1260, 987, 1347, 997]
agent-address: LAND AGENT, HAWERA. BOX 196 'PHONE 538 Office High Street West. [498, 1008, 718, 1028]
ad-title: HOUSE PROPERTY WANTED [278, 1011, 472, 1052]
ad-subtitle: — GOOD £3000 MORTGAGE — [61, 1211, 225, 1223]
agent-name: L. A. NOLAN & CO., [1524, 718, 1723, 739]
ad-text: are of proved restorative and nutritive power, and are the recognised modern remedy for Stomach Disorders, Insomnia, Nervous Debility, Nerve Pains, Anaemia, Neuritis, Palpitation and Kidney Weakness. [1202, 889, 1405, 944]
ad-text: 61 ACRES, Freehold, situated at Midhirst on good metalled road; quarter-mile to school and 2 miles to factory. All level and in grass except small patch shelter bush. Two acres turnips, 3 acres oats and new grass. Subdivided into 5 paddocks and watered by streams. House 6 rooms, 10-bail cowshed, trapshed, etc. PRICE £28 per acre, and remember £125 only required down by returned soldier; balance very good terms. [270, 135, 481, 246]
ad-text: 70 ACRES, Waimate Plains land, 5 miles from Hawera, all dead level, fenced good order, mostly live; watered by windmill and stream; will milk 40 to 45 cows. House 6 rooms. Only half-mile from factory. Will lease for either two or three years. [31, 830, 254, 885]
agent-address: LAND & COMMISSION AGENT, WAITARA. Box 43 'Phone 82. [273, 1515, 478, 1535]
ad-text: 63 ACRES, level land, little bush. All ploughable where stumped. Good roads; One mile and a quarter from factory. Four paddocks. Mostly sheep-proof fences. Well watered. PRICE £20 per acre. Terms £600 cash. [270, 520, 481, 586]
article-subhead: A LISBON REVOLUTION. [781, 815, 904, 825]
ad-text: 85 ACRES of Freehold Land, situated just outside Stratford Borough boundary. Lies nice to the sun; well drained and fenced; good home of seven rooms; cowshed, concrete floor. Free from weeds. Owner is only selling on account of bad health, and will sell very cheap for £70 an acre. Only one mortgage. Terms given to good man. At present carrying 33 cows, five horses, bull. [496, 198, 720, 287]
ad-for-sale [270, 1151, 481, 1349]
ad-title: BARGAIN OF THE YEAR. [59, 1194, 226, 1209]
notice-title: HEAVY PETROLS. [1683, 1431, 1770, 1442]
agent-name: Campbell Jackson [547, 326, 669, 379]
ad-title: £300 CASH DOWN [1529, 441, 1718, 462]
agent-name: D. J. MALONE & CO. [273, 1648, 478, 1668]
ad-text: FARMS; New and Modern Bungalows, at moderate prices, town and suburbs. [270, 1180, 481, 1202]
ad-45-acres [496, 70, 720, 409]
ad-subtitle: WE CAN SUPPLY. [1577, 1121, 1670, 1133]
agent-address: SAFE DEPOSIT BUILDINGS, VULCAN LANE, AUCKLAND. 'Phones: 2550 A and 1076 A. [1445, 1046, 1803, 1056]
ad-subtitle: GRILLS AND FISH. [1264, 503, 1343, 513]
notice-daily-news-car [1427, 1430, 1615, 1512]
column-2 [262, 68, 489, 1988]
notice-text: Daily News car leaves Publishing Office, Currie Street, each morning at 4.20 o'clock for Hawera, returning from Hawera (L. G. Hooker's) at 7.0, Eltham 7.35, Stratford 8.5, and Inglewood 8.30, reaching New Plymouth (via Egmont Road) at 9.10—Chas. Dykes, proprietor. [1427, 1433, 1615, 1510]
ad-title: WIRE OR POSTS [1539, 1074, 1709, 1095]
agent-address: ELTHAM. [1202, 441, 1234, 449]
ad-text: 1198 ACRES Freehold; all in grass. Limestone and sandstone country. Large proportion ploughable. Woolshed with 4 stands, shearing machines and wool press, sheepyards, barn, implement shed and workshop, concreted piggeries, etc. Well watered throughout. Railway station and saleyards 2½ miles; school and post office handy. A beautiful homestead of 9 rooms, with a commanding outlook. Good reasons for selling. Price per acre, £16. Cash £6000. For further particulars apply [270, 1373, 481, 1495]
agent-street: VICTORIA STREET [1427, 1408, 1520, 1419]
article-subhead: NO MONEY TO SPARE. [786, 138, 899, 148]
ad-text: This is an absolutely clean farm and is being sold to wind up a partnership. Further particulars from— [31, 1109, 254, 1141]
ad-text: We have a splendid dairying property of 1000 ACRES, subdivided into 12 Dairy Farms, ranging in area from 90 to 180 acres. Each section is securely sheep-proof, fenced and subdivided into several paddocks. Well watered and all been ploughed and laid down in English grasses. There is no better grassed land in the Waikato, and will easily carry a cow to every two acres. Adjoining railway, school, saleyards, store, etc. Splendid climate. Prices range from £23 to £40. Buildings are erected on several of the sections. [496, 502, 720, 624]
ad-text: 90 ACRES, Freehold land (no mortgage), situated within easy reach of township. Practically no weeds on the property. Plenty of winter feed has been saved and plenty of feed now. There is an up-to-date new 6-roomed homestead in new order. Good cow-shed with concreted floor. Milking machines installed, and, taken altogether, this is really a most desirable little farm. Stock now on the place are: 37 dairy cows, 1 Jersey bull, 2 yearlings, 2 horses. Possession at any time, and there are no mortgages. Price, etc., and any further particulars on application. [31, 124, 254, 257]
ad-text: 74½ ACRES, sub-divided into six paddocks; 14 acres Drained Swamp; few acres fallow; balance in grass and good rough feed. Buildings comprise a house of 6 rooms, washhouse, etc., cart shed, implement shed, 3 pig styes, fowl house, three-bail cow shed, separator room. PRICE: £30 per acre and only £500 Cash required. Balance easy. Owner would exchange. The property has not been occupied for about four months. Immediate possession given. The property has the makings of a tip-top place. [1427, 947, 1821, 1013]
ad-text: 302 ACRES, situated near Te Awamutu (the Garden of the Waikato), about 200 acres in grass; all easy, ploughable open country; 75 acres drained swamp of first-class quality. Carrying capacity about 70 cows. Well fenced and watered. Six-roomed House (sound), 8-bail concreted cowshed and good outbuildings. Within one mile of factory and school. Price only £25 per acre. [31, 1238, 254, 1327]
article-subhead: EXPLANATION BY ACTING FINANCE MINISTER. [751, 115, 934, 135]
agent-name: BURGESS, FRASER & CO., LTD., [1202, 258, 1337, 268]
article-public-finance [735, 68, 950, 652]
ad-text: For five years I had indigestion so severe that it caused stomach ulcers, writes Mrs. Hunter. Since taking Dr. Cassell's Tablets I have not had a sign of the trouble. Dr. Cassell's Tablets restore health and vigour. [1202, 744, 1405, 798]
ad-text: 164 ACRES, beach farm, metalled road. All level land; tip-top quality. Twelve or more paddocks. Good fences. All in grass and crops. Carry 75 cows. Six-roomed house, etc. Ten-bail cowshed, Ridd machine. One mile from factory; 1½ miles school. PRICE £70 per acre. Terms on application. [270, 590, 481, 667]
agent-address: LAND AGENTS, STRATFORD. [314, 984, 436, 994]
ad-subtitle: COME AND SEE US. [1570, 845, 1678, 857]
ad-title: FOR SALE [556, 736, 660, 756]
agent-name: TRISTRAM & CO., [283, 438, 467, 459]
agent-name: H. LEWIS, [91, 1394, 195, 1414]
divider [767, 95, 918, 96]
masthead-title: THE TARANAKI DAILY NEWS: TUESDAY, MAY 24, 1921. [526, 28, 1326, 55]
article-paragraph: Rheumo is a splendid specific for rheumatism and its kindred ills, because it acts internally and drives the poisons right out of the system. Sufferers have found prompt relief after taking only two bottles of Rheumo. It seldom fails to expel the excess uric acid and remove the cause of pain. Ask for Rheumo, the enemy of rheumatism, gout, lumbago, and sciatica. It puts the sufferer on the road to perfect health. Price 2/6 and 4/6 everywhere. [735, 1161, 950, 1275]
ad-text: 94 ACRES, situated 6 miles from Okoroa on Main Trunk Road is metalled within three-quarter-mile of farm; 70 acres of well drained river flats, balance undulating, of limestone formation. Nine acres bush in shelter patches. Land is of first-class quality and situated in a good warm Valley. There are four subdivisions with a plentiful supply of water, which is a great asset. Estimated to do 25 cows now, and when further improved to do 40 cows well. Two-roomed house, cowshed and trapshed, and 1000 feet timber given in for house improvement. Farm has been inspected by our Agent, who considers it a bargain. It is new country and in a rising dairying district, and must grow in value, and well worth consideration. PRICE £20 per acre, with £250 cash, balance very easy terms. [1427, 605, 1821, 716]
agent-address: LAND AGENTS. S. A. DAILEY, LAND REPRESENTATIVE [1510, 742, 1738, 751]
ad-title: FOR QUICK SALE [518, 1313, 698, 1334]
masthead [24, 24, 1828, 61]
ad-subtitle: CLOSE TO LARGE FACTORY. [1547, 792, 1701, 804]
